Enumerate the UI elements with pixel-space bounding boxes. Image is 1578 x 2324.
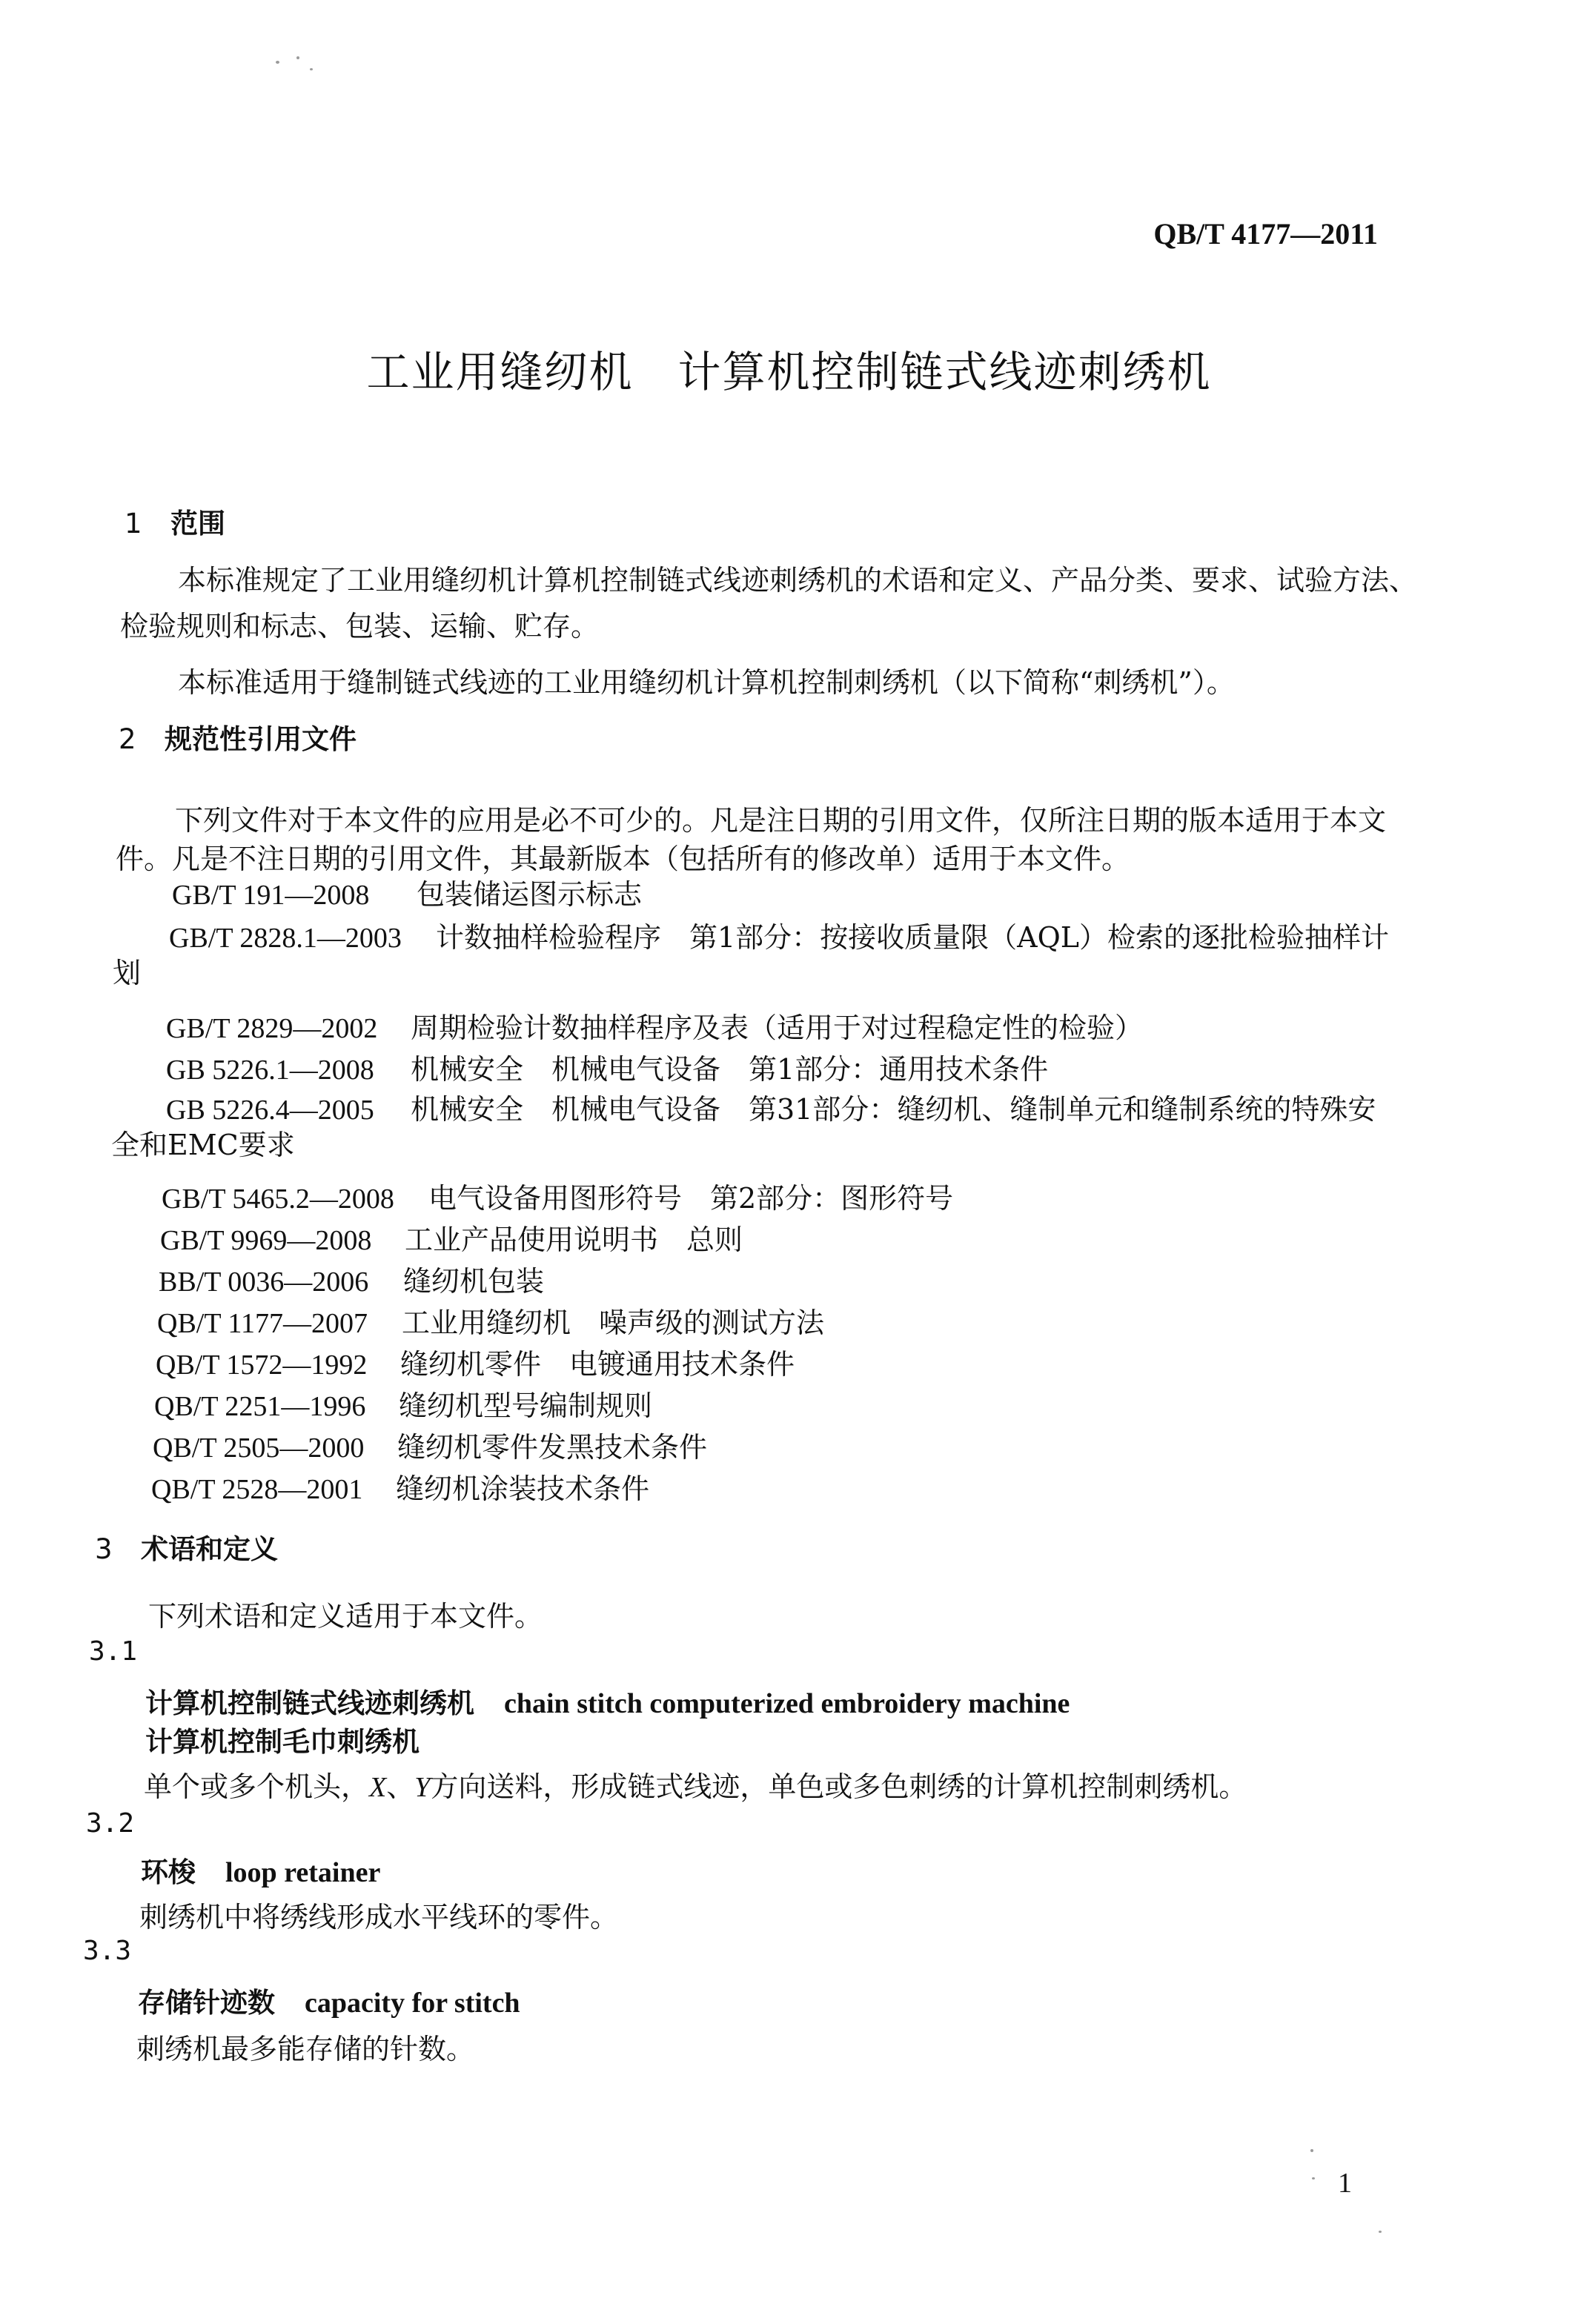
reference-code: QB/T 2528—2001: [151, 1474, 363, 1505]
reference-item: [159, 1258, 544, 1299]
section-3-intro: 下列术语和定义适用于本文件。: [148, 1600, 543, 1633]
section-number: 3: [95, 1533, 113, 1565]
term-definition: [144, 1764, 1247, 1805]
reference-title: 缝纫机包装: [403, 1265, 545, 1298]
reference-code: GB/T 191—2008: [172, 880, 370, 911]
section-title: 规范性引用文件: [165, 723, 357, 755]
clause-number: 3.2: [86, 1808, 135, 1839]
reference-item: [160, 1217, 743, 1258]
reference-item: [169, 914, 1389, 955]
definition-part: 单个或多个机头，: [144, 1770, 370, 1803]
document-title: [0, 337, 1578, 399]
reference-title: 缝纫机涂装技术条件: [396, 1473, 650, 1505]
reference-code: GB/T 2828.1—2003: [169, 923, 402, 954]
standard-number: QB/T 4177—2011: [1153, 217, 1378, 250]
definition-variable-x: X: [369, 1772, 387, 1803]
section-title: 范围: [170, 508, 225, 540]
reference-code: QB/T 1572—1992: [156, 1349, 368, 1381]
definition-part: 方向送料，形成链式线迹，单色或多色刺绣的计算机控制刺绣机。: [430, 1770, 1247, 1803]
section-number: 1: [125, 508, 142, 540]
reference-item: [166, 1046, 1048, 1087]
section-2-intro-line-1: 下列文件对于本文件的应用是必不可少的。凡是注日期的引用文件，仅所注日期的版本适用于本文: [175, 804, 1387, 837]
reference-title: 机械安全 机械电气设备 第31部分：缝纫机、缝制单元和缝制系统的特殊安: [411, 1093, 1376, 1126]
scan-speck: [1310, 2149, 1313, 2152]
section-2-heading: [119, 717, 357, 757]
scan-speck: [1379, 2231, 1382, 2233]
term-alternative: 计算机控制毛巾刺绣机: [145, 1726, 420, 1758]
reference-item: [162, 1175, 953, 1216]
section-1-paragraph-2: 本标准适用于缝制链式线迹的工业用缝纫机计算机控制刺绣机（以下简称“刺绣机”）。: [178, 666, 1235, 699]
reference-title: 包装储运图示标志: [417, 878, 643, 911]
reference-code: GB 5226.1—2008: [166, 1055, 374, 1086]
reference-title: 电气设备用图形符号 第2部分：图形符号: [428, 1182, 954, 1215]
term-english: chain stitch computerized embroidery machine: [504, 1688, 1070, 1719]
reference-title: 工业用缝纫机 噪声级的测试方法: [402, 1307, 825, 1339]
reference-item: [156, 1341, 795, 1382]
reference-item: [154, 1383, 652, 1424]
reference-title: 缝纫机零件发黑技术条件: [397, 1431, 708, 1464]
reference-title: 工业产品使用说明书 总则: [405, 1224, 743, 1256]
reference-code: GB/T 2829—2002: [166, 1013, 378, 1044]
page-number: 1: [1338, 2168, 1352, 2199]
reference-code: GB/T 9969—2008: [160, 1225, 372, 1256]
definition-variable-y: Y: [414, 1772, 431, 1803]
clause-number: 3.1: [89, 1636, 138, 1667]
reference-item: [153, 1424, 707, 1465]
reference-item: [157, 1300, 824, 1341]
reference-title: 机械安全 机械电气设备 第1部分：通用技术条件: [411, 1053, 1049, 1086]
reference-code: BB/T 0036—2006: [159, 1266, 369, 1298]
reference-title: 计数抽样检验程序 第1部分：按接收质量限（AQL）检索的逐批检验抽样计: [436, 921, 1390, 954]
reference-code: GB 5226.4—2005: [166, 1095, 374, 1126]
term-entry: [145, 1681, 1070, 1721]
section-2-intro-line-2: 件。凡是不注日期的引用文件，其最新版本（包括所有的修改单）适用于本文件。: [116, 843, 1130, 875]
reference-item: [151, 1466, 649, 1507]
term-definition: 刺绣机中将绣线形成水平线环的零件。: [139, 1901, 619, 1933]
term-definition: 刺绣机最多能存储的针数。: [136, 2033, 475, 2065]
section-3-heading: [95, 1527, 278, 1567]
reference-code: GB/T 5465.2—2008: [162, 1183, 394, 1215]
definition-part: 、: [386, 1770, 415, 1803]
reference-title: 周期检验计数抽样程序及表（适用于对过程稳定性的检验）: [411, 1012, 1144, 1044]
reference-title: 缝纫机零件 电镀通用技术条件: [400, 1348, 795, 1381]
reference-code: QB/T 2505—2000: [153, 1432, 365, 1464]
section-number: 2: [119, 723, 136, 755]
section-1-heading: [125, 501, 225, 541]
section-title: 术语和定义: [141, 1533, 278, 1565]
scan-speck: [310, 68, 313, 70]
scan-speck: [276, 61, 279, 64]
term-chinese: 存储针迹数: [138, 1987, 275, 2019]
reference-item: [166, 1005, 1143, 1046]
title-part-2: 计算机控制链式线迹刺绣机: [677, 347, 1212, 397]
reference-code: QB/T 2251—1996: [154, 1391, 366, 1422]
section-1-paragraph-1-line-1: 本标准规定了工业用缝纫机计算机控制链式线迹刺绣机的术语和定义、产品分类、要求、试验方法、: [178, 564, 1418, 597]
reference-continuation: 划: [113, 957, 142, 989]
term-chinese: 计算机控制链式线迹刺绣机: [145, 1687, 474, 1719]
term-english: capacity for stitch: [305, 1988, 520, 2019]
reference-title: 缝纫机型号编制规则: [399, 1390, 653, 1422]
term-english: loop retainer: [225, 1857, 381, 1888]
section-1-paragraph-1-line-2: 检验规则和标志、包装、运输、贮存。: [120, 610, 600, 643]
title-part-1: 工业用缝纫机: [366, 347, 634, 397]
reference-item: [172, 872, 642, 912]
term-entry: [141, 1850, 380, 1890]
clause-number: 3.3: [83, 1936, 132, 1966]
reference-code: QB/T 1177—2007: [157, 1308, 368, 1339]
scan-speck: [296, 56, 299, 59]
term-entry: [138, 1980, 520, 2020]
reference-item: [166, 1086, 1376, 1127]
reference-continuation: 全和EMC要求: [111, 1129, 295, 1161]
term-chinese: 环梭: [141, 1856, 196, 1888]
scan-speck: [1312, 2177, 1315, 2179]
